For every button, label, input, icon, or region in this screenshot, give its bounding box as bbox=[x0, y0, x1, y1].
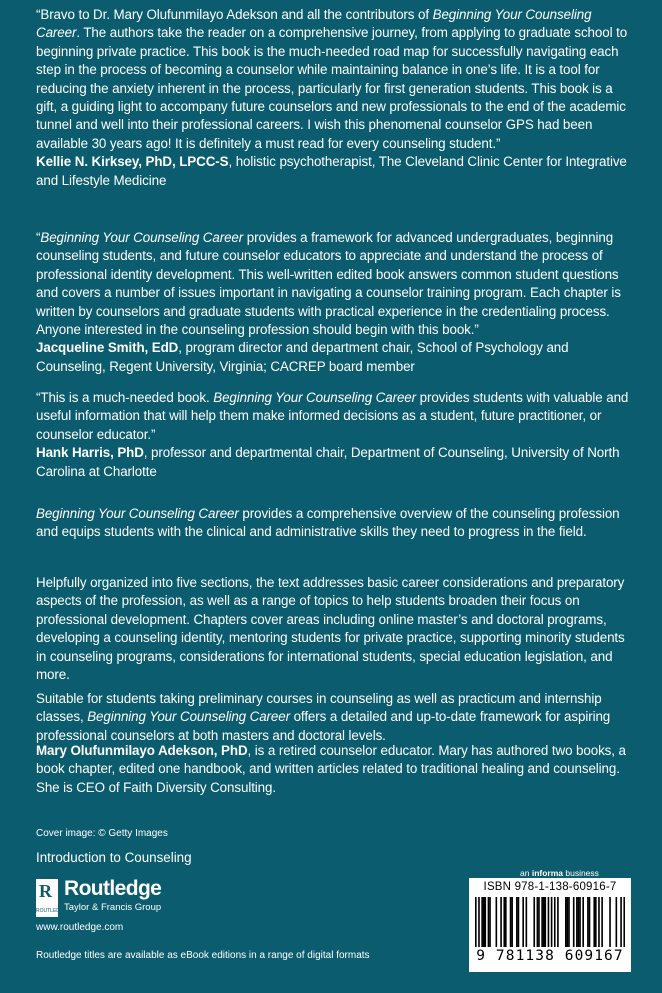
barcode-bar bbox=[623, 897, 625, 947]
description-paragraph-3: Suitable for students taking preliminary courses in counseling as well as practicum and internship classes, Beginning Your Counseling Career offers a detailed and up-to-date framework for aspiring professional counselors at both masters and doctoral levels. bbox=[36, 691, 611, 743]
quote-author: Jacqueline Smith, EdD bbox=[36, 340, 179, 356]
isbn-label: ISBN 978-1-138-60916-7 bbox=[483, 881, 617, 893]
publisher-website: www.routledge.com bbox=[36, 922, 124, 933]
barcode-bar bbox=[496, 897, 498, 947]
subject-category: Introduction to Counseling bbox=[36, 850, 192, 865]
barcode-bar bbox=[616, 897, 618, 947]
barcode-bar bbox=[483, 897, 485, 947]
description-paragraph-2: Helpfully organized into five sections, the text addresses basic career considerations and preparatory aspects of the profession, as well as a range of topics to help students broaden their focus on professional development. Chapters cover areas including online master’s and doctoral programs, developing a counseling identity, mentoring students for private practice, supporting minority students in counseling programs, considerations for international students, special education legislation, and more. bbox=[36, 575, 625, 683]
barcode-bar bbox=[593, 897, 595, 947]
barcode-bar bbox=[544, 897, 546, 947]
quote-text: “Beginning Your Counseling Career provides a framework for advanced undergraduates, beginning counseling students, and future counselor educators to appreciate and understand the process of professional identity development. This well-written edited book answers common student questions and covers a number of issues important in navigating a counselor training program. Each chapter is written by counselors and graduate students with practical experience in the credentialing process. Anyone interested in the counseling profession should begin with this book.” bbox=[36, 230, 621, 338]
publisher-group: Taylor & Francis Group bbox=[64, 902, 162, 913]
barcode-bar bbox=[557, 897, 559, 947]
barcode-bar bbox=[538, 897, 540, 947]
barcode-bar bbox=[595, 897, 597, 947]
barcode-bar bbox=[543, 897, 545, 947]
barcode-bar bbox=[516, 897, 518, 947]
publisher-logo bbox=[36, 877, 176, 917]
endorsement-quote-2 bbox=[36, 229, 632, 376]
description-paragraph-1: Beginning Your Counseling Career provides a comprehensive overview of the counseling profession and equips students with the clinical and administrative skills they need to progress in the field. bbox=[36, 506, 620, 540]
author-name: Mary Olufunmilayo Adekson, PhD bbox=[36, 743, 248, 758]
barcode-bar bbox=[510, 897, 512, 947]
barcode-number: 9 781138 609167 bbox=[476, 948, 624, 964]
barcode-bar bbox=[484, 897, 486, 947]
barcode-bar bbox=[568, 897, 570, 947]
barcode-bar bbox=[533, 897, 535, 947]
author-bio: Mary Olufunmilayo Adekson, PhD, is a retired counselor educator. Mary has authored two books, a book chapter, edited one handbook, and written articles related to traditional healing and counseling. She is CEO of Faith Diversity Consulting. bbox=[36, 743, 626, 795]
barcode-bar bbox=[598, 897, 600, 947]
barcode-bar bbox=[537, 897, 539, 947]
quote-author: Hank Harris, PhD bbox=[36, 445, 144, 461]
publisher-name: Routledge bbox=[64, 877, 162, 900]
barcode-bar bbox=[481, 897, 483, 947]
barcode-bar bbox=[526, 897, 528, 947]
barcode-bars bbox=[475, 897, 625, 947]
barcode-bar bbox=[567, 897, 569, 947]
quote-author: Kellie N. Kirksey, PhD, LPCC-S bbox=[36, 154, 229, 170]
barcode-bar bbox=[565, 897, 567, 947]
barcode-bar bbox=[554, 897, 556, 947]
barcode-bar bbox=[522, 897, 524, 947]
barcode-bar bbox=[505, 897, 507, 947]
book-title: Beginning Your Counseling Career bbox=[40, 230, 244, 245]
book-title: Beginning Your Counseling Career bbox=[213, 390, 416, 405]
barcode-bar bbox=[609, 897, 611, 947]
barcode-bar bbox=[579, 897, 581, 947]
barcode-bar bbox=[500, 897, 502, 947]
book-title: Beginning Your Counseling Career bbox=[36, 506, 239, 521]
barcode-bar bbox=[518, 897, 520, 947]
barcode-bar bbox=[582, 897, 584, 947]
barcode-bar bbox=[573, 897, 575, 947]
barcode-bar bbox=[503, 897, 505, 947]
barcode-bar bbox=[475, 897, 477, 947]
barcode-bar bbox=[587, 897, 589, 947]
routledge-mark-icon: R ROUTLEDGE bbox=[36, 879, 58, 917]
quote-attribution: Jacqueline Smith, EdD, program director and department chair, School of Psychology and Counseling, Regent University, Virginia; CACREP board member bbox=[36, 340, 569, 374]
quote-text: “This is a much-needed book. Beginning Your Counseling Career provides students with valuable and useful information that will help them make informed decisions as a student, future practitioner, or counselor educator.” bbox=[36, 390, 629, 442]
barcode-bar bbox=[576, 897, 578, 947]
barcode-bar bbox=[578, 897, 580, 947]
barcode-bar bbox=[511, 897, 513, 947]
book-title: Beginning Your Counseling Career bbox=[36, 7, 592, 41]
quote-attribution: Hank Harris, PhD, professor and departmental chair, Department of Counseling, University of North Carolina at Charlotte bbox=[36, 445, 620, 479]
barcode-bar bbox=[488, 897, 490, 947]
endorsement-quote-1 bbox=[36, 6, 632, 190]
barcode-bar bbox=[620, 897, 622, 947]
barcode-bar bbox=[489, 897, 491, 947]
informa-business-label: an informa business bbox=[520, 868, 599, 878]
isbn-barcode bbox=[469, 878, 631, 972]
book-title: Beginning Your Counseling Career bbox=[87, 709, 290, 725]
barcode-bar bbox=[589, 897, 591, 947]
quote-text: “Bravo to Dr. Mary Olufunmilayo Adekson and all the contributors of Beginning Your Counseling Career. The authors take the reader on a comprehensive journey, from applying to graduate school to beginning private practice. This book is the much-needed road map for successfully navigating each step in the process of becoming a counselor while maintaining balance in one’s life. It is a tool for reducing the anxiety inherent in the process, particularly for first generation students. This book is a gift, a guiding light to accompany future counselors and new professionals to the end of the academic tunnel and well into their professional careers. I wish this phenomenal counselor GPS had been available 30 years ago! It is definitely a must read for every counseling student.” bbox=[36, 7, 628, 151]
quote-attribution: Kellie N. Kirksey, PhD, LPCC-S, holistic psychotherapist, The Cleveland Clinic Center for Integrative and Lifestyle Medicine bbox=[36, 154, 627, 188]
endorsement-quote-3 bbox=[36, 389, 632, 481]
barcode-bar bbox=[548, 897, 550, 947]
barcode-bar bbox=[551, 897, 553, 947]
ebook-note: Routledge titles are available as eBook editions in a range of digital formats bbox=[36, 950, 370, 961]
barcode-bar bbox=[541, 897, 543, 947]
barcode-bar bbox=[601, 897, 603, 947]
cover-credit: Cover image: © Getty Images bbox=[36, 828, 168, 839]
barcode-bar bbox=[478, 897, 480, 947]
